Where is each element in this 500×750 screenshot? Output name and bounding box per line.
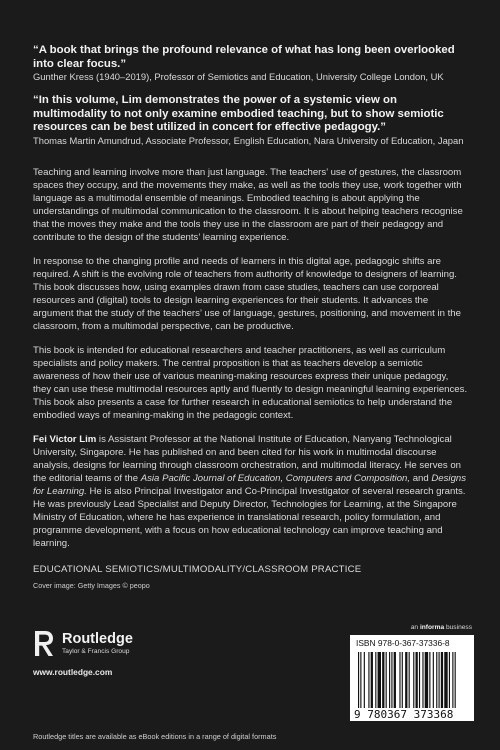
back-cover-content <box>33 44 469 590</box>
barcode-bar <box>413 652 414 708</box>
publisher-url[interactable]: www.routledge.com <box>33 667 113 677</box>
endorsement-quote <box>33 94 469 147</box>
barcode-bar <box>389 652 390 708</box>
barcode-bar <box>425 652 428 708</box>
barcode-bar <box>371 652 373 708</box>
ebook-note: Routledge titles are available as eBook editions in a range of digital formats <box>33 732 277 741</box>
barcode-bar <box>439 652 440 708</box>
endorsement-quote <box>33 44 469 83</box>
isbn: ISBN 978-0-367-37336-8 <box>356 638 450 648</box>
author-name: Fei Victor Lim <box>33 433 97 445</box>
barcode-bar <box>375 652 376 708</box>
routledge-logo-icon <box>33 628 55 658</box>
barcode-bar <box>433 652 434 708</box>
barcode-bar <box>455 652 456 708</box>
quote-text: “A book that brings the profound relevance of what has long been overlooked into clear focus.” <box>33 44 455 70</box>
barcode-bar <box>452 652 453 708</box>
bio-text: and <box>410 472 432 484</box>
blurb-paragraph: This book is intended for educational researchers and teacher practitioners, as well as curriculum specialists and policy makers. The central proposition is that as teachers develop a semiotic awareness of how their use of various meaning-making resources express their unique pedagogy, they can use these multimodal resources aptly and fluently to design meaningful learning experiences. This book also presents a case for further research in educational semiotics to help understand the embodied ways of meaning-making in the pedagogic context. <box>33 344 468 421</box>
cover-credit: Cover image: Getty Images © peopo <box>33 580 150 590</box>
blurb-paragraph: Teaching and learning involve more than just language. The teachers’ use of gestures, the classroom spaces they occupy, and the movements they make, as well as the tools they use, work together with language as a multimodal ensemble of meanings. Embodied teaching is about applying the understandings of multimodal communication to the classroom. It is about helping teachers recognise that the moves they make and the tools they use in the classroom are part of their pedagogy and contribute to the design of the students’ learning experience. <box>33 166 463 243</box>
quote-attribution: Thomas Martin Amundrud, Associate Professor, English Education, Nara University of Education, Japan <box>33 134 464 146</box>
publisher-logo <box>33 628 183 658</box>
barcode-bar <box>386 652 387 708</box>
barcode-bar <box>429 652 430 708</box>
barcode-bar <box>402 652 403 708</box>
subject-category: EDUCATIONAL SEMIOTICS/MULTIMODALITY/CLASSROOM PRACTICE <box>33 563 362 575</box>
bio-journals: Asia Pacific Journal of Education, Computers and Composition, <box>140 472 411 484</box>
bio-journal: Designs for Learning. <box>33 472 467 497</box>
publisher-name: Routledge <box>62 631 133 647</box>
barcode-bar <box>378 652 381 708</box>
bio-text: He is also Principal Investigator and Co-Principal Investigator of several research grants. He was previously Lead Specialist and Deputy Director, Technologies for Learning, at the Singapore Ministry of Education, where he has experience in translational research, policy formulation, and programme development, with a focus on how educational technology can improve teaching and learning. <box>33 485 466 549</box>
barcode-bar <box>405 652 407 708</box>
barcode-bar <box>409 652 410 708</box>
barcode-icon <box>356 652 468 708</box>
barcode-bar <box>391 652 392 708</box>
barcode-bar <box>422 652 423 708</box>
blurb-paragraph: In response to the changing profile and needs of learners in this digital age, pedagogic shifts are required. A shift is the evolving role of teachers from authority of knowledge to designers of learning. This book discusses how, using examples drawn from case studies, teachers can use corporeal resources and (digital) tools to design learning experiences for their students. It advances the argument that the study of the teachers’ use of language, gestures, positioning, and movement in the classroom, from a multimodal perspective, can be productive. <box>33 255 461 332</box>
barcode-bar <box>394 652 396 708</box>
barcode-bar <box>368 652 369 708</box>
barcode-bar <box>416 652 418 708</box>
quote-attribution: Gunther Kress (1940–2019), Professor of Semiotics and Education, University College London, UK <box>33 71 444 83</box>
barcode-bar <box>419 652 420 708</box>
barcode-bar <box>441 652 443 708</box>
informa-brand: informa <box>419 624 445 631</box>
barcode-bar <box>358 652 359 708</box>
publisher-group: Taylor & Francis Group <box>62 648 130 655</box>
informa-tagline: an informa business <box>410 624 472 631</box>
barcode-bar <box>449 652 450 708</box>
quote-text: “In this volume, Lim demonstrates the power of a systemic view on multimodality to not only examine embodied teaching, but to show semiotic resources can be best utilized in concert for effective pedagogy.” <box>33 94 444 134</box>
bio-text: is Assistant Professor at the National Institute of Education, Nanyang Technological University, Singapore. He has published on and been cited for his work in multimodal discourse analysis, designs for learning through classroom orchestration, and multimodal literacy. He serves on the editorial teams of the <box>33 433 462 484</box>
author-bio <box>33 433 469 550</box>
barcode-bar <box>399 652 400 708</box>
barcode-digits: 9 780367 373368 <box>354 708 454 721</box>
barcode-bar <box>436 652 437 708</box>
barcode-bar <box>382 652 384 708</box>
footer-area <box>0 620 500 750</box>
isbn-barcode <box>350 635 474 721</box>
barcode-bar <box>444 652 447 708</box>
barcode-bar <box>360 652 361 708</box>
barcode-bar <box>364 652 365 708</box>
